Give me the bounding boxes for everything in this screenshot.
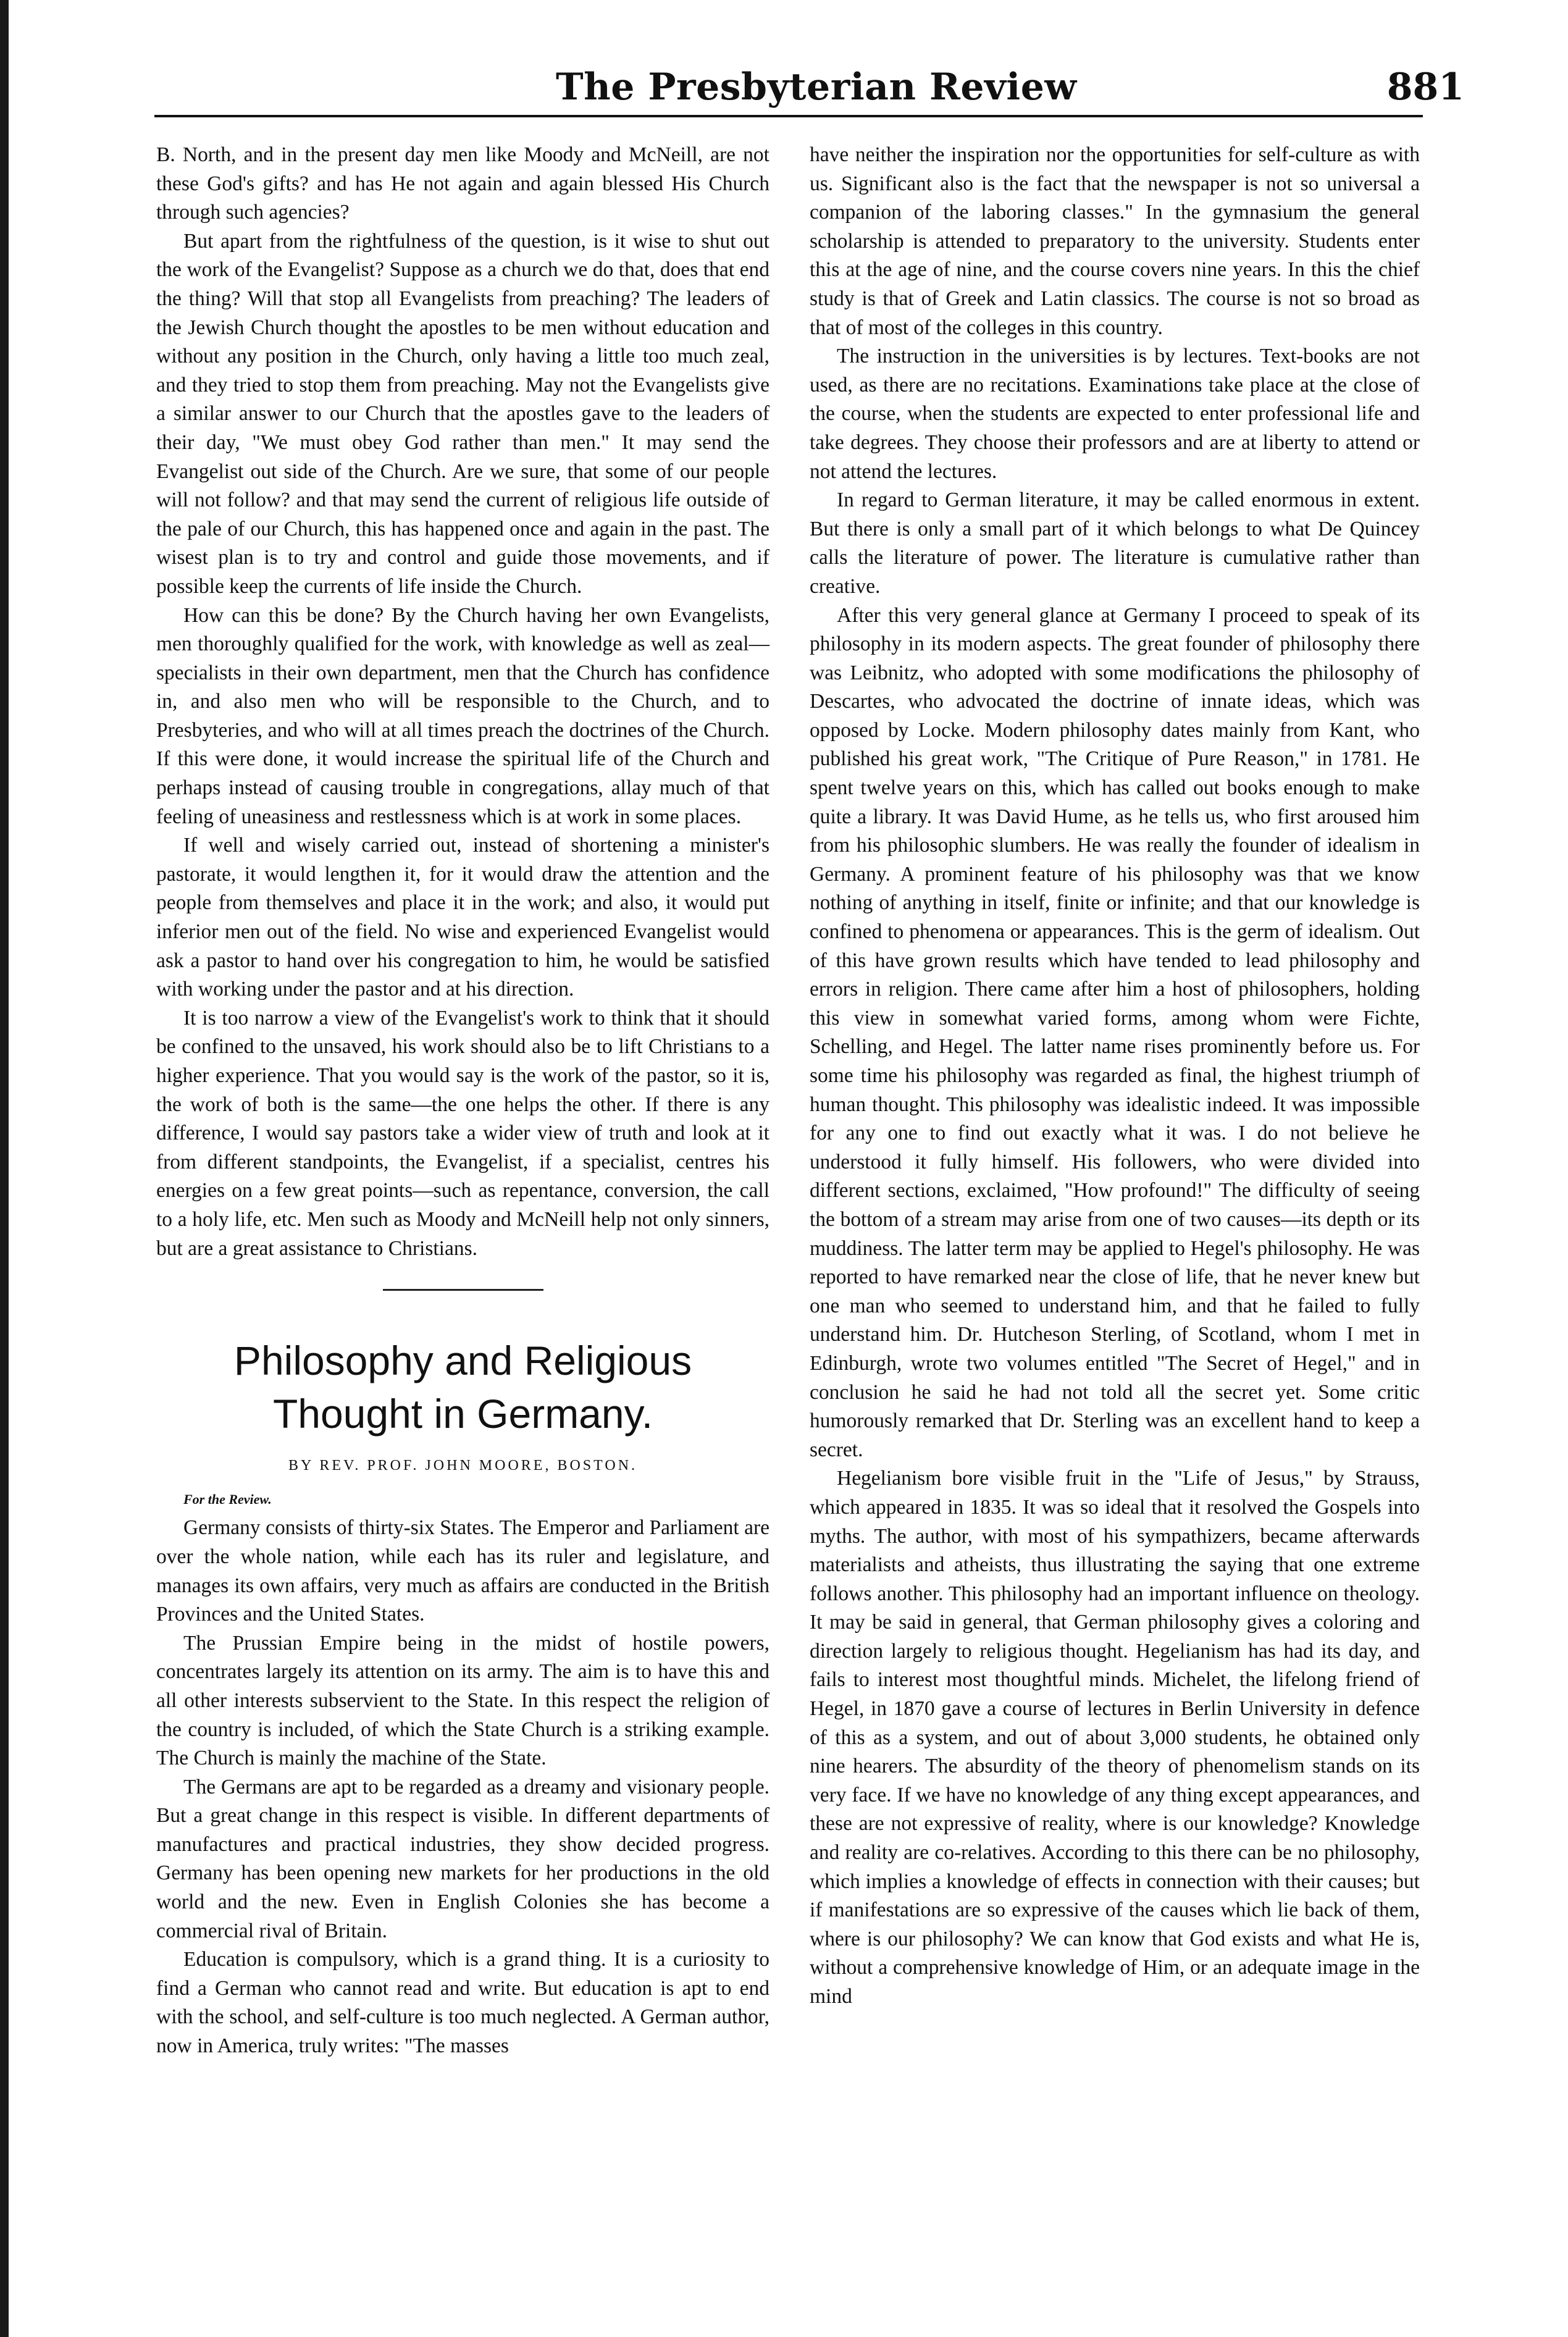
page-header bbox=[0, 59, 1568, 115]
article-title bbox=[156, 1334, 769, 1440]
left-column bbox=[156, 141, 769, 2061]
paragraph: In regard to German literature, it may be called enormous in extent. But there is only a small part of it which belongs to what De Quincey calls the literature of power. The literature is cumulative rather than creative. bbox=[810, 489, 1420, 598]
paragraph: The Germans are apt to be regarded as a dreamy and visionary people. But a great change in this respect is visible. In different departments of manufactures and practical industries, they show decided progress. Germany has been opening new markets for her productions in the old world and the new. Even in English Colonies she has become a commercial rival of Britain. bbox=[156, 1775, 769, 1942]
right-column bbox=[810, 141, 1420, 2012]
header-rule bbox=[154, 115, 1423, 117]
section-divider bbox=[383, 1289, 543, 1291]
paragraph: have neither the inspiration nor the opportunities for self-culture as with us. Significant also is the fact that the newspaper is not so universal a companion of the laboring classes." In the gymnasium the general scholarship is attended to preparatory to the university. Students enter this at the age of nine, and the course covers nine years. In this the chief study is that of Greek and Latin classics. The course is not so broad as that of most of the colleges in this country. bbox=[810, 143, 1420, 339]
page-number: 881 bbox=[1386, 65, 1464, 109]
article-note: For the Review. bbox=[183, 1491, 272, 1507]
paragraph: After this very general glance at Germany I proceed to speak of its philosophy in its modern aspects. The great founder of philosophy there was Leibnitz, who adopted with some modifications the philosophy of Descartes, who advocated the doctrine of innate ideas, which was opposed by Locke. Modern philosophy dates mainly from Kant, who published his great work, "The Critique of Pure Reason," in 1781. He spent twelve years on this, which has called out books enough to make quite a library. It was David Hume, as he tells us, who first aroused him from his philosophic slumbers. He was really the founder of idealism in Germany. A prominent feature of his philosophy was that we know nothing of anything in itself, finite or infinite; and that our knowledge is confined to phenomena or appearances. This is the germ of idealism. Out of this have grown results which have tended to lead philosophy and errors in religion. There came after him a host of philosophers, holding this view in somewhat varied forms, among whom were Fichte, Schelling, and Hegel. The latter name rises prominently before us. For some time his philosophy was regarded as final, the highest triumph of human thought. This philosophy was idealistic indeed. It was impossible for any one to find out exactly what it was. I do not believe he understood it fully himself. His followers, who were divided into different sections, exclaimed, "How profound!" The difficulty of seeing the bottom of a stream may arise from one of two causes—its depth or its muddiness. The latter term may be applied to Hegel's philosophy. He was reported to have remarked near the close of life, that he never knew but one man who seemed to understand him, and that he failed to fully understand him. Dr. Hutcheson Sterling, of Scotland, whom I met in Edinburgh, wrote two volumes entitled "The Secret of Hegel," and in conclusion he said he had not told all the secret yet. Some critic humorously remarked that Dr. Sterling was an excellent hand to keep a secret. bbox=[810, 603, 1420, 1461]
paragraph: Germany consists of thirty-six States. The Emperor and Parliament are over the whole nation, while each has its ruler and legislature, and manages its own affairs, very much as affairs are conducted in the British Provinces and the United States. bbox=[156, 1516, 769, 1626]
paragraph: Education is compulsory, which is a grand thing. It is a curiosity to find a German who cannot read and write. But education is apt to end with the school, and self-culture is too much neglected. A German author, now in America, truly writes: "The masses bbox=[156, 1948, 769, 2058]
journal-title: The Presbyterian Review bbox=[556, 65, 1077, 109]
page-binding-edge bbox=[0, 0, 9, 2337]
paragraph: How can this be done? By the Church having her own Evangelists, men thoroughly qualified for the work, with knowledge as well as zeal—specialists in their own department, men that the Church has confidence in, and also men who will be responsible to the Church, and to Presbyteries, and who will at all times preach the doctrines of the Church. If this were done, it would increase the spiritual life of the Church and perhaps instead of causing trouble in congregations, allay much of that feeling of uneasiness and restlessness which is at work in some places. bbox=[156, 603, 769, 828]
paragraph: But apart from the rightfulness of the question, is it wise to shut out the work of the Evangelist? Suppose as a church we do that, does that end the thing? Will that stop all Evangelists from preaching? The leaders of the Jewish Church thought the apostles to be men without education and without any position in the Church, only having a little too much zeal, and they tried to stop them from preaching. May not the Evangelists give a similar answer to our Church that the apostles gave to the leaders of their day, "We must obey God rather than men." It may send the Evangelist out side of the Church. Are we sure, that some of our people will not follow? and that may send the current of religious life outside of the pale of our Church, this has happened once and again in the past. The wisest plan is to try and control and guide those movements, and if possible keep the currents of life inside the Church. bbox=[156, 229, 769, 598]
paragraph: The instruction in the universities is by lectures. Text-books are not used, as there are no recitations. Examinations take place at the close of the course, when the students are expected to enter professional life and take degrees. They choose their professors and are at liberty to attend or not attend the lectures. bbox=[810, 345, 1420, 483]
paragraph: B. North, and in the present day men like Moody and McNeill, are not these God's gifts? and has He not again and again blessed His Church through such agencies? bbox=[156, 143, 769, 224]
article-title-line: Philosophy and Religious bbox=[233, 1338, 692, 1384]
paragraph: Hegelianism bore visible fruit in the "Life of Jesus," by Strauss, which appeared in 1835. It was so ideal that it resolved the Gospels into myths. The author, with most of his sympathizers, became afterwards materialists and atheists, thus illustrating the saying that one extreme follows another. This philosophy had an important influence on theology. It may be said in general, that German philosophy gives a coloring and direction largely to religious thought. Hegelianism has had its day, and fails to interest most thoughtful minds. Michelet, the lifelong friend of Hegel, in 1870 gave a course of lectures in Berlin University in defence of this as a system, and out of about 3,000 students, he obtained only nine hearers. The absurdity of the theory of phenomelism stands on its very face. If we have no knowledge of any thing except appearances, and these are not expressive of reality, where is our knowledge? Knowledge and reality are co-relatives. According to this there can be no philosophy, which implies a knowledge of effects in connection with their causes; but if manifestations are so expressive of the causes which lie back of them, where is our philosophy? We can know that God exists and what He is, without a comprehensive knowledge of Him, or an adequate image in the mind bbox=[810, 1467, 1420, 2008]
paragraph: If well and wisely carried out, instead of shortening a minister's pastorate, it would lengthen it, for it would draw the attention and the people from themselves and place it in the work; and also, it would put inferior men out of the field. No wise and experienced Evangelist would ask a pastor to hand over his congregation to him, he would be satisfied with working under the pastor and at his direction. bbox=[156, 834, 769, 1001]
article-title-line: Thought in Germany. bbox=[272, 1391, 653, 1437]
paragraph: It is too narrow a view of the Evangelist's work to think that it should be confined to the unsaved, his work should also be to lift Christians to a higher experience. That you would say is the work of the pastor, so it is, the work of both is the same—the one helps the other. If there is any difference, I would say pastors take a wider view of truth and look at it from different standpoints, the Evangelist, if a specialist, centres his energies on a few great points—such as repentance, conversion, the call to a holy life, etc. Men such as Moody and McNeill help not only sinners, but are a great assistance to Christians. bbox=[156, 1006, 769, 1260]
paragraph: The Prussian Empire being in the midst of hostile powers, concentrates largely its attention on its army. The aim is to have this and all other interests subservient to the State. In this respect the religion of the country is included, of which the State Church is a striking example. The Church is mainly the machine of the State. bbox=[156, 1631, 769, 1770]
article-byline: BY REV. PROF. JOHN MOORE, BOSTON. bbox=[288, 1458, 638, 1474]
